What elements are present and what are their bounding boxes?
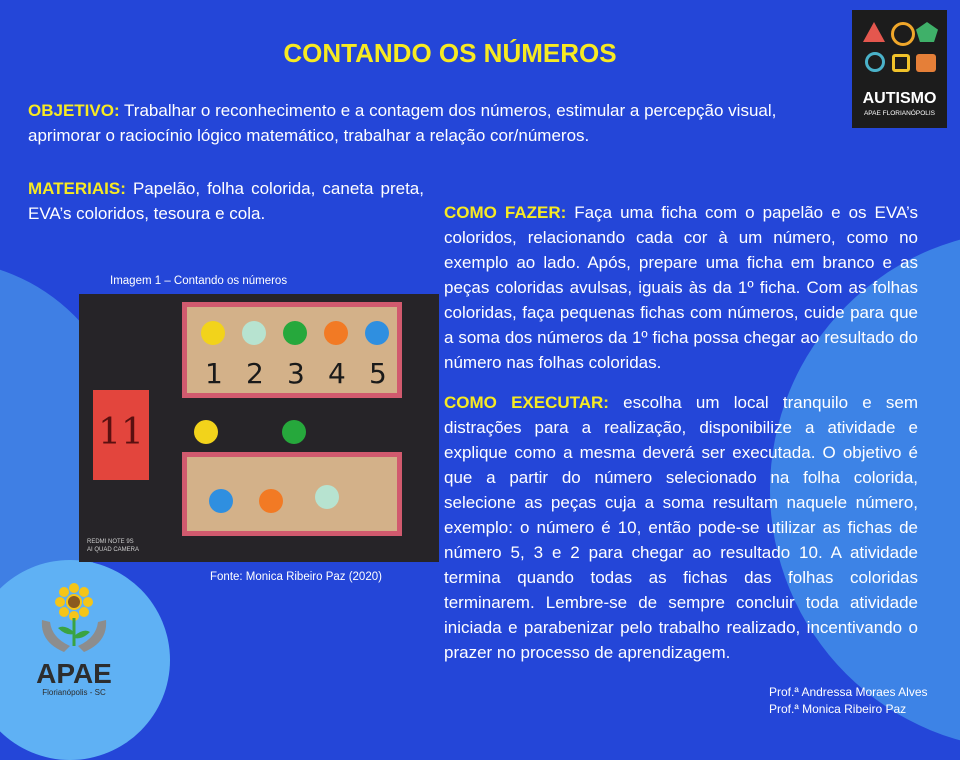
- image-caption: Imagem 1 – Contando os números: [110, 275, 288, 287]
- watermark-line-1: REDMI NOTE 9S: [87, 539, 134, 545]
- materiais-label: MATERIAIS:: [28, 179, 126, 198]
- apae-logo: [24, 580, 124, 700]
- circle-icon: [865, 52, 885, 72]
- como-fazer-label: COMO FAZER:: [444, 203, 567, 222]
- apae-logo-subtext: Florianópolis - SC: [42, 688, 106, 697]
- apae-logo-name: APAE: [36, 658, 112, 689]
- blue-dot: [365, 321, 389, 345]
- credits: [769, 684, 928, 718]
- objetivo-label: OBJETIVO:: [28, 101, 120, 120]
- red-number-card: [93, 390, 149, 480]
- blue-dot: [209, 489, 233, 513]
- yellow-dot: [201, 321, 225, 345]
- number-4: 4: [328, 357, 346, 390]
- loose-green-dot: [282, 420, 306, 444]
- sunflower-hands-icon: [24, 580, 124, 660]
- number-3: 3: [287, 357, 305, 390]
- page-title: CONTANDO OS NÚMEROS: [283, 38, 617, 68]
- camera-watermark: [87, 538, 139, 554]
- como-executar-text: escolha um local tranquilo e sem distrações para a realização, disponibilize a atividade e explique como a mesma deverá ser executada. O objetivo é que a partir do número selecionado na folha colorida, selecione as peças cuja a soma resultam naquele número, exemplo: o número é 10, então pode-se utilizar as fichas de número 5, 3 e 2 para chegar ao resultado 10. A atividade termina quando todas as fichas das folhas coloridas terminarem. Lembre-se de sempre concluir toda atividade iniciada e parabenizar pelo trabalho realizado, incentivando o prazer no processo de aprendizagem.: [444, 393, 919, 662]
- credit-line-1: Prof.ª Andressa Moraes Alves: [769, 685, 928, 699]
- watermark-line-2: AI QUAD CAMERA: [87, 547, 140, 553]
- red-card-number: 11: [98, 412, 144, 453]
- orange-dot: [259, 489, 283, 513]
- objetivo-text: Trabalhar o reconhecimento e a contagem dos números, estimular a percepção visual, aprimorar o raciocínio lógico matemático, trabalhar a relação cor/números.: [28, 101, 777, 145]
- numbered-card: [182, 302, 402, 398]
- como-fazer-paragraph: [444, 200, 918, 375]
- loose-yellow-dot: [194, 420, 218, 444]
- mint-dot: [315, 485, 339, 509]
- number-2: 2: [246, 357, 264, 390]
- square-icon: [892, 54, 910, 72]
- pentagon-icon: [916, 22, 938, 42]
- triangle-icon: [863, 22, 885, 42]
- autismo-logo: [852, 10, 947, 128]
- mint-dot: [242, 321, 266, 345]
- number-5: 5: [369, 357, 387, 390]
- activity-photo: [79, 294, 439, 562]
- green-dot: [283, 321, 307, 345]
- autismo-logo-subtext: APAE FLORIANÓPOLIS: [863, 110, 936, 117]
- orange-dot: [324, 321, 348, 345]
- number-1: 1: [205, 357, 223, 390]
- como-executar-paragraph: [444, 390, 918, 665]
- credit-line-2: Prof.ª Monica Ribeiro Paz: [769, 702, 907, 716]
- como-executar-label: COMO EXECUTAR:: [444, 393, 609, 412]
- image-source: Fonte: Monica Ribeiro Paz (2020): [210, 571, 382, 583]
- objetivo-paragraph: [28, 98, 818, 148]
- materiais-paragraph: [28, 176, 424, 226]
- como-fazer-text: Faça uma ficha com o papelão e os EVA’s coloridos, relacionando cada cor à um número, como no exemplo ao lado. Após, prepare uma ficha em branco e as peças coloridas avulsas, iguais às da 1º ficha. Com as folhas coloridas, faça pequenas fichas com números, cuide para que a soma dos números da 1º ficha possa chegar ao resultado do número nas folhas coloridas.: [444, 203, 918, 372]
- autismo-logo-text: AUTISMO: [862, 90, 937, 107]
- circle-icon: [891, 22, 915, 46]
- materiais-text: Papelão, folha colorida, caneta preta, EVA’s coloridos, tesoura e cola.: [28, 179, 424, 223]
- square-icon: [916, 54, 936, 72]
- blank-card: [182, 452, 402, 536]
